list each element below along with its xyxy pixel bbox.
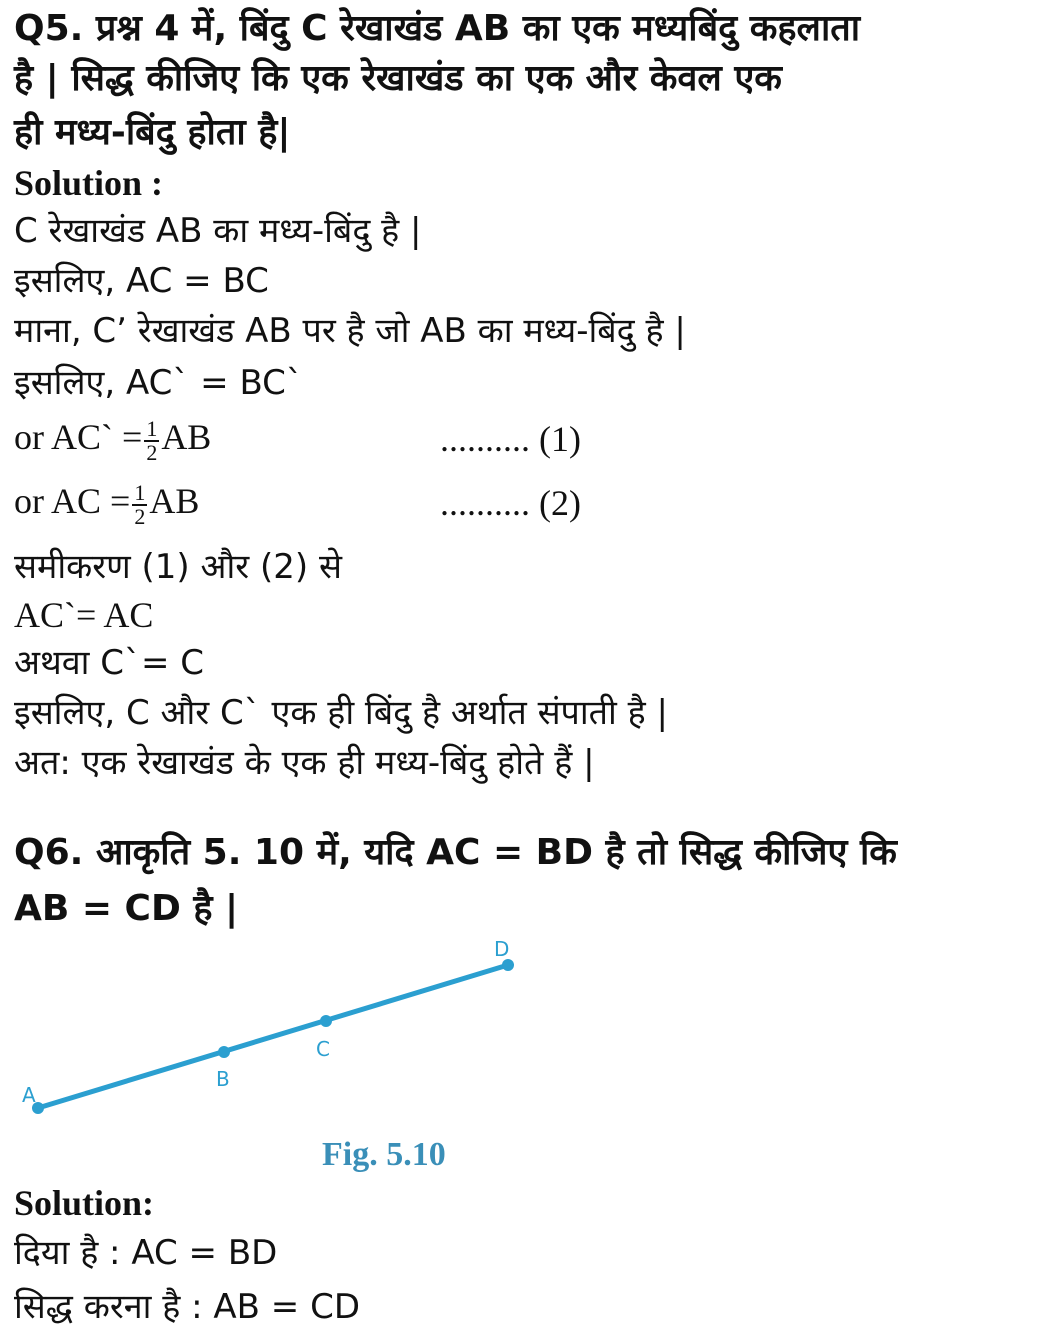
equation-2-rhs: AB <box>149 481 200 521</box>
figure-5-10 <box>0 930 560 1130</box>
solution-heading-2: Solution: <box>14 1183 155 1223</box>
equation-2-lhs: or AC = <box>14 481 131 521</box>
q5-line-1: Q5. प्रश्न 4 में, बिंदु C रेखाखंड AB का एक मध्यबिंदु कहलाता <box>14 8 861 49</box>
solution1-line-11: अत: एक रेखाखंड के एक ही मध्य-बिंदु होते हैं | <box>14 743 595 783</box>
solution1-line-1: C रेखाखंड AB का मध्य-बिंदु है | <box>14 211 422 251</box>
equation-2 <box>14 478 199 528</box>
to-prove-statement: सिद्ध करना है : AB = CD <box>14 1287 360 1327</box>
solution1-line-9: अथवा C`= C <box>14 643 204 683</box>
label-a: A <box>22 1083 36 1107</box>
label-d: D <box>494 937 510 961</box>
equation-1-ref: .......... (1) <box>440 419 581 459</box>
fraction-2-denominator: 2 <box>134 503 146 529</box>
point-b <box>218 1046 230 1058</box>
solution1-line-10: इसलिए, C और C` एक ही बिंदु है अर्थात संपाती है | <box>14 693 668 733</box>
equation-2-ref: .......... (2) <box>440 483 581 523</box>
point-c <box>320 1015 332 1027</box>
fraction-2-numerator: 1 <box>134 479 146 505</box>
q5-line-2: है | सिद्ध कीजिए कि एक रेखाखंड का एक और केवल एक <box>14 58 782 99</box>
solution1-line-7: समीकरण (1) और (2) से <box>14 547 342 587</box>
label-c: C <box>316 1037 330 1061</box>
solution1-line-8: AC`= AC <box>14 595 154 635</box>
fraction-half-2 <box>132 479 147 529</box>
solution1-line-4: इसलिए, AC` = BC` <box>14 363 303 403</box>
fraction-half-1 <box>144 415 159 465</box>
q6-line-1: Q6. आकृति 5. 10 में, यदि AC = BD है तो सिद्ध कीजिए कि <box>14 832 897 873</box>
q6-line-2: AB = CD है | <box>14 888 239 929</box>
equation-1-lhs: or AC` = <box>14 417 143 457</box>
solution1-line-3: माना, C’ रेखाखंड AB पर है जो AB का मध्य-बिंदु है | <box>14 311 686 351</box>
given-statement: दिया है : AC = BD <box>14 1233 278 1273</box>
solution1-line-2: इसलिए, AC = BC <box>14 261 269 301</box>
fraction-1-numerator: 1 <box>146 415 158 441</box>
line-segment-ad <box>38 965 508 1108</box>
equation-1-rhs: AB <box>161 417 212 457</box>
equation-1 <box>14 414 211 464</box>
label-b: B <box>216 1067 230 1091</box>
fraction-1-denominator: 2 <box>146 439 158 465</box>
figure-caption: Fig. 5.10 <box>322 1136 446 1173</box>
solution-heading-1: Solution : <box>14 163 164 203</box>
q5-line-3: ही मध्य-बिंदु होता है| <box>14 112 291 153</box>
